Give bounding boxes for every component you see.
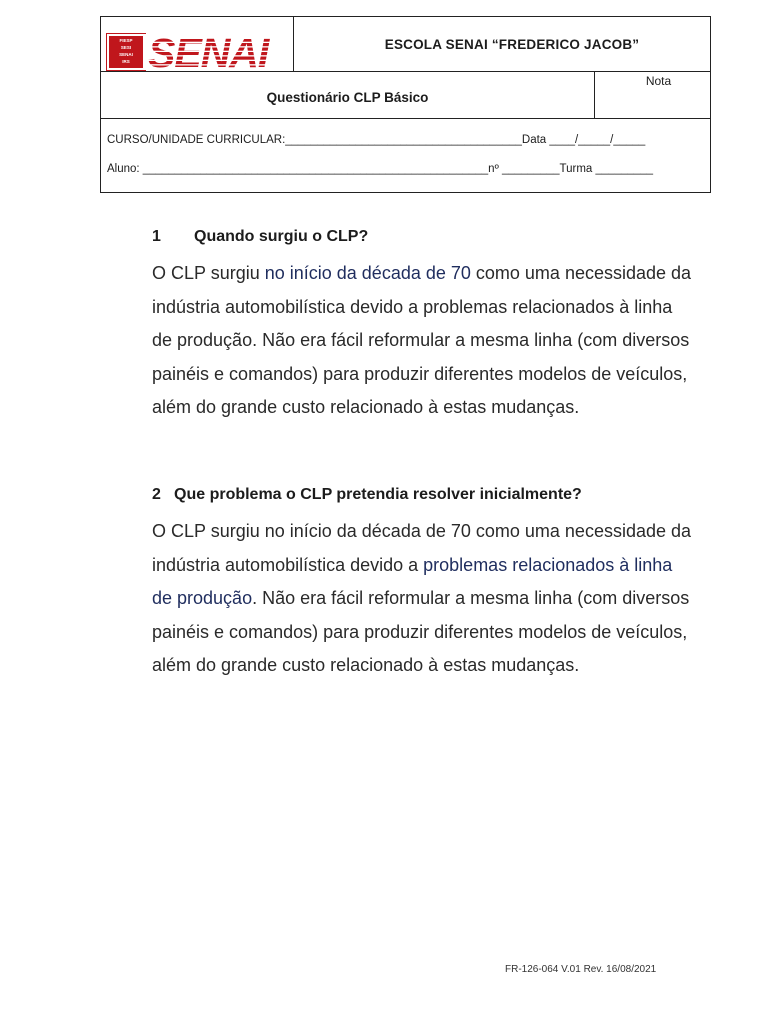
logo-wordmark: [145, 34, 279, 70]
question-number: 2: [152, 486, 161, 503]
logo-badge-text: FIESP: [119, 38, 133, 44]
answer-highlight: problemas relacionados à linha de produção: [152, 554, 673, 608]
answer-highlight: no início da década de 70: [264, 263, 471, 283]
form-header: [100, 16, 711, 193]
answer-part: O CLP surgiu no início da década de 70 como uma necessidade da indústria automobilística devido a: [152, 521, 692, 575]
logo-badge-text: SENAI: [119, 52, 133, 58]
answer-part: O CLP surgiu: [152, 263, 265, 283]
question-block: [152, 486, 692, 675]
answer-part: como uma necessidade da indústria automobilística devido a problemas relacionados à linha de produção. Não era fácil reformular a mesma linha (com diversos painéis e comandos) para produzir diferentes modelos de veículos, além do grande custo relacionado à estas mudanças.: [152, 263, 692, 417]
grade-field[interactable]: [594, 72, 710, 119]
form-title: Questionário CLP Básico: [101, 72, 594, 119]
form-code-footer: FR-126-064 V.01 Rev. 16/08/2021: [505, 964, 657, 975]
answer-part: . Não era fácil reformular a mesma linha (com diversos painéis e comandos) para produzir diferentes modelos de veículos, além do grande custo relacionado à estas mudanças.: [152, 588, 690, 675]
question-number: 1: [152, 228, 161, 245]
logo-badge-text: IRS: [122, 59, 130, 65]
course-date-line[interactable]: CURSO/UNIDADE CURRICULAR:_____________________________________Data ____/_____/_____: [107, 134, 646, 146]
grade-label: Nota: [645, 74, 672, 88]
question-heading: [152, 228, 368, 246]
info-section: [101, 119, 710, 192]
answer-text: [152, 257, 692, 425]
answer-text: [152, 515, 692, 683]
school-name: ESCOLA SENAI “FREDERICO JACOB”: [294, 17, 710, 72]
logo-badge: [107, 34, 145, 70]
student-class-line[interactable]: Aluno: ______________________________________________________nº _________Turma _________: [107, 163, 654, 175]
question-text: Que problema o CLP pretendia resolver inicialmente?: [174, 486, 582, 503]
question-heading: [152, 486, 582, 504]
senai-logo: [107, 34, 279, 70]
question-block: [152, 228, 692, 417]
logo-badge-text: SESI: [120, 45, 132, 51]
logo-cell: [101, 17, 294, 72]
question-text: Quando surgiu o CLP?: [194, 228, 369, 245]
logo-wordmark-svg: [145, 34, 279, 70]
